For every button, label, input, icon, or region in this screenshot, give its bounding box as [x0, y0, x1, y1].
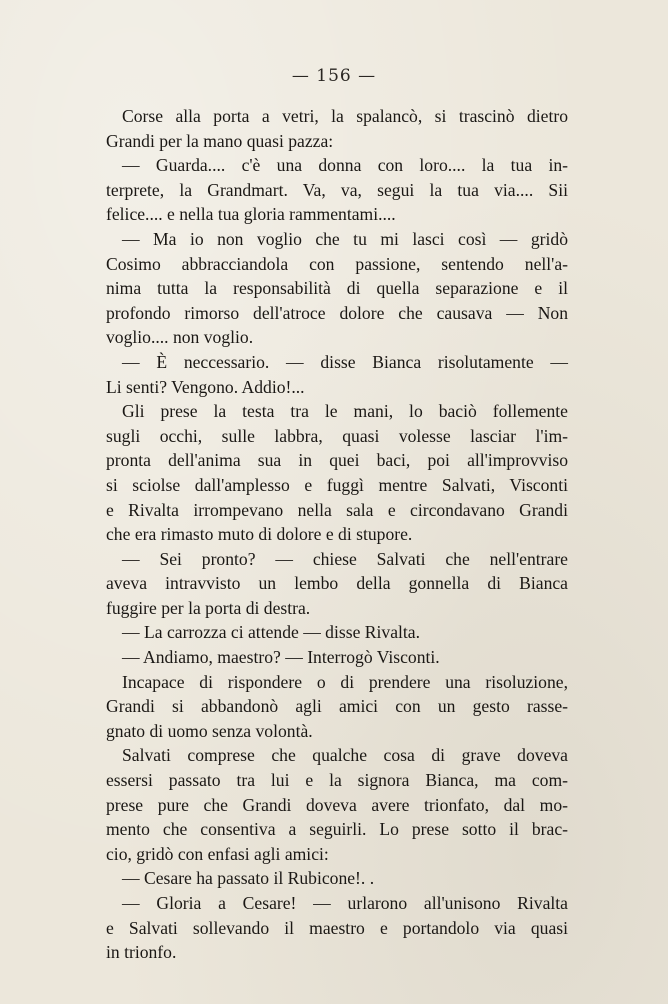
text-line: — La carrozza ci attende — disse Rivalta. — [122, 622, 420, 643]
text-line: — Andiamo, maestro? — Interrogò Visconti. — [122, 647, 440, 668]
text-line: gnato di uomo senza volontà. — [106, 720, 313, 741]
text-line: mento che consentiva a seguirli. Lo prese sotto il brac- — [106, 819, 568, 840]
text-line: Grandi si abbandonò agli amici con un gesto rasse- — [106, 696, 568, 717]
text-line: pronta dell'anima sua in quei baci, poi all'improvviso — [106, 450, 568, 471]
text-line: felice.... e nella tua gloria rammentami.... — [106, 204, 396, 225]
text-line: Gli prese la testa tra le mani, lo baciò follemente — [122, 401, 568, 422]
body-text — [106, 104, 568, 965]
text-line: — Cesare ha passato il Rubicone!. . — [122, 868, 375, 889]
text-line: fuggire per la porta di destra. — [106, 597, 311, 618]
text-line: e Salvati sollevando il maestro e portandolo via quasi — [106, 917, 568, 938]
text-line: si sciolse dall'amplesso e fuggì mentre Salvati, Visconti — [106, 474, 568, 495]
text-line: voglio.... non voglio. — [106, 327, 254, 348]
text-line: cio, gridò con enfasi agli amici: — [106, 843, 329, 864]
text-line: Salvati comprese che qualche cosa di grave doveva — [122, 745, 568, 766]
text-line: — È neccessario. — disse Bianca risolutamente — — [122, 351, 568, 372]
text-line: e Rivalta irrompevano nella sala e circondavano Grandi — [106, 499, 568, 520]
text-line: Cosimo abbracciandola con passione, sentendo nell'a- — [106, 253, 568, 274]
text-line: in trionfo. — [106, 942, 177, 963]
text-line: — Guarda.... c'è una donna con loro.... la tua in- — [122, 155, 568, 176]
text-line: — Ma io non voglio che tu mi lasci così — gridò — [122, 228, 568, 249]
text-line: Corse alla porta a vetri, la spalancò, si trascinò dietro — [122, 106, 568, 126]
text-line: Li senti? Vengono. Addio!... — [106, 376, 305, 397]
text-line: che era rimasto muto di dolore e di stupore. — [106, 524, 413, 545]
text-line: profondo rimorso dell'atroce dolore che causava — Non — [106, 302, 568, 323]
text-line: essersi passato tra lui e la signora Bianca, ma com- — [106, 770, 568, 791]
text-line: terprete, la Grandmart. Va, va, segui la tua via.... Sii — [106, 179, 568, 200]
text-line: aveva intravvisto un lembo della gonnella di Bianca — [106, 573, 568, 594]
text-line: — Sei pronto? — chiese Salvati che nell'entrare — [122, 548, 568, 569]
text-line: sugli occhi, sulle labbra, quasi volesse lasciar l'im- — [106, 425, 568, 446]
text-line: Grandi per la mano quasi pazza: — [106, 130, 334, 151]
text-line: prese pure che Grandi doveva avere trionfato, dal mo- — [106, 794, 568, 815]
page-number: — 156 — — [291, 66, 377, 86]
text-line: — Gloria a Cesare! — urlarono all'unisono Rivalta — [122, 893, 568, 913]
text-line: Incapace di rispondere o di prendere una risoluzione, — [122, 671, 568, 692]
text-line: nima tutta la responsabilità di quella separazione e il — [106, 278, 568, 299]
